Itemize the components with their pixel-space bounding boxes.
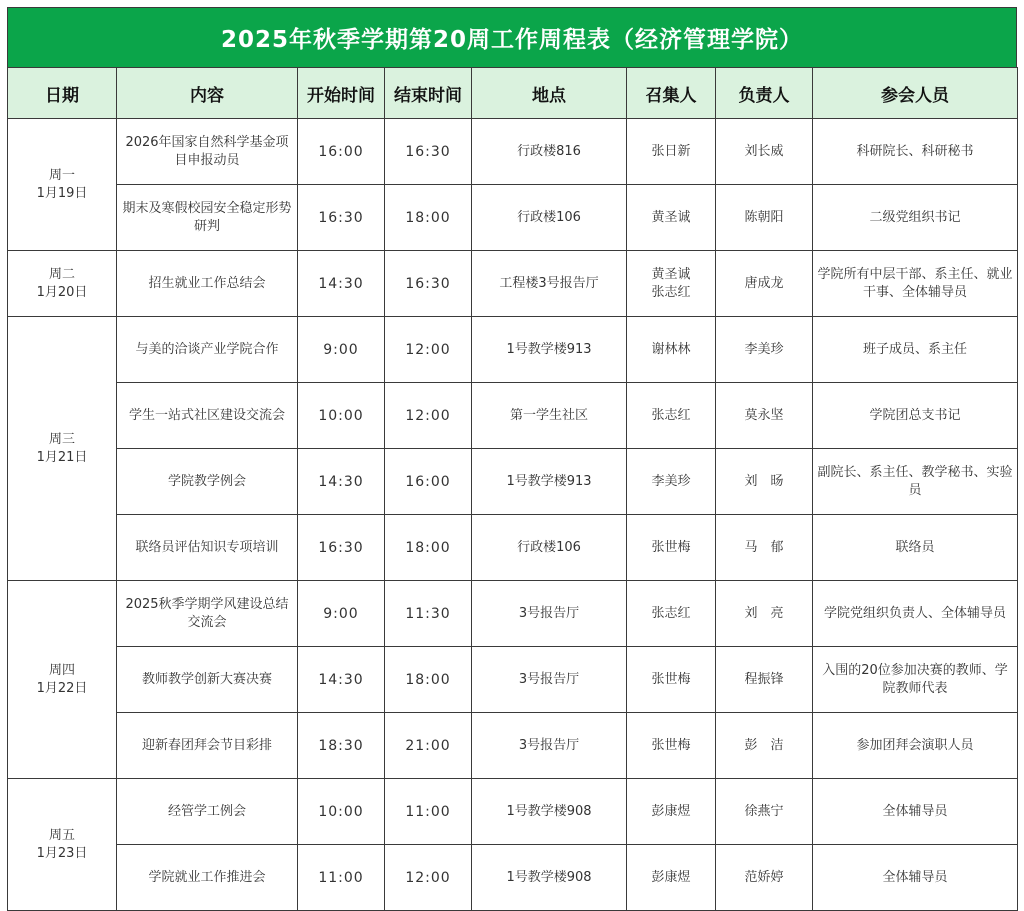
page-title: 2025年秋季学期第20周工作周程表（经济管理学院） (7, 7, 1017, 67)
attendees-cell: 全体辅导员 (813, 845, 1018, 911)
table-row (8, 581, 1018, 647)
convener-cell: 彭康煜 (627, 779, 716, 845)
table-row (8, 515, 1018, 581)
content-cell: 2025秋季学期学风建设总结交流会 (117, 581, 298, 647)
table-row (8, 647, 1018, 713)
location-cell: 3号报告厅 (472, 581, 627, 647)
location-cell: 行政楼106 (472, 185, 627, 251)
attendees-cell: 学院党组织负责人、全体辅导员 (813, 581, 1018, 647)
day-name: 周一 (48, 167, 75, 183)
start-time-cell: 16:30 (298, 515, 385, 581)
content-cell: 学院就业工作推进会 (117, 845, 298, 911)
owner-cell: 刘 亮 (716, 581, 813, 647)
location-cell: 3号报告厅 (472, 713, 627, 779)
convener-cell: 张日新 (627, 119, 716, 185)
end-time-cell: 11:30 (385, 581, 472, 647)
table-row (8, 383, 1018, 449)
day-name: 周三 (48, 431, 75, 447)
location-cell: 1号教学楼908 (472, 845, 627, 911)
end-time-cell: 12:00 (385, 317, 472, 383)
convener-cell: 彭康煜 (627, 845, 716, 911)
content-cell: 2026年国家自然科学基金项目申报动员 (117, 119, 298, 185)
table-row (8, 119, 1018, 185)
start-time-cell: 14:30 (298, 449, 385, 515)
schedule-body (8, 119, 1018, 911)
attendees-cell: 科研院长、科研秘书 (813, 119, 1018, 185)
content-cell: 招生就业工作总结会 (117, 251, 298, 317)
header-owner: 负责人 (716, 68, 813, 119)
start-time-cell: 10:00 (298, 779, 385, 845)
end-time-cell: 18:00 (385, 185, 472, 251)
convener-cell: 张志红 (627, 383, 716, 449)
owner-cell: 李美珍 (716, 317, 813, 383)
day-date: 1月20日 (36, 284, 88, 300)
header-row (8, 68, 1018, 119)
end-time-cell: 16:00 (385, 449, 472, 515)
content-cell: 教师教学创新大赛决赛 (117, 647, 298, 713)
end-time-cell: 11:00 (385, 779, 472, 845)
content-cell: 学院教学例会 (117, 449, 298, 515)
day-name: 周五 (48, 827, 75, 843)
content-cell: 期末及寒假校园安全稳定形势研判 (117, 185, 298, 251)
header-content: 内容 (117, 68, 298, 119)
table-row (8, 779, 1018, 845)
end-time-cell: 16:30 (385, 251, 472, 317)
convener-cell: 张世梅 (627, 713, 716, 779)
header-end-time: 结束时间 (385, 68, 472, 119)
convener-cell: 张志红 (627, 581, 716, 647)
day-date: 1月23日 (36, 845, 88, 861)
location-cell: 工程楼3号报告厅 (472, 251, 627, 317)
content-cell: 迎新春团拜会节目彩排 (117, 713, 298, 779)
end-time-cell: 16:30 (385, 119, 472, 185)
start-time-cell: 16:00 (298, 119, 385, 185)
start-time-cell: 18:30 (298, 713, 385, 779)
start-time-cell: 14:30 (298, 251, 385, 317)
attendees-cell: 学院所有中层干部、系主任、就业干事、全体辅导员 (813, 251, 1018, 317)
table-row (8, 713, 1018, 779)
end-time-cell: 12:00 (385, 845, 472, 911)
location-cell: 1号教学楼913 (472, 449, 627, 515)
convener-cell: 李美珍 (627, 449, 716, 515)
table-row (8, 845, 1018, 911)
start-time-cell: 9:00 (298, 317, 385, 383)
table-row (8, 317, 1018, 383)
day-name: 周二 (48, 266, 75, 282)
owner-cell: 彭 洁 (716, 713, 813, 779)
day-cell (8, 251, 117, 317)
location-cell: 行政楼816 (472, 119, 627, 185)
location-cell: 行政楼106 (472, 515, 627, 581)
start-time-cell: 11:00 (298, 845, 385, 911)
end-time-cell: 18:00 (385, 647, 472, 713)
attendees-cell: 二级党组织书记 (813, 185, 1018, 251)
location-cell: 1号教学楼908 (472, 779, 627, 845)
owner-cell: 刘 旸 (716, 449, 813, 515)
day-cell (8, 119, 117, 251)
location-cell: 3号报告厅 (472, 647, 627, 713)
day-name: 周四 (48, 662, 75, 678)
table-row (8, 185, 1018, 251)
location-cell: 1号教学楼913 (472, 317, 627, 383)
start-time-cell: 16:30 (298, 185, 385, 251)
convener-cell: 张世梅 (627, 647, 716, 713)
owner-cell: 唐成龙 (716, 251, 813, 317)
day-date: 1月21日 (36, 449, 88, 465)
header-start-time: 开始时间 (298, 68, 385, 119)
owner-cell: 范娇婷 (716, 845, 813, 911)
header-date: 日期 (8, 68, 117, 119)
start-time-cell: 9:00 (298, 581, 385, 647)
owner-cell: 莫永坚 (716, 383, 813, 449)
end-time-cell: 18:00 (385, 515, 472, 581)
header-location: 地点 (472, 68, 627, 119)
owner-cell: 徐燕宁 (716, 779, 813, 845)
attendees-cell: 参加团拜会演职人员 (813, 713, 1018, 779)
day-date: 1月22日 (36, 680, 88, 696)
content-cell: 与美的洽谈产业学院合作 (117, 317, 298, 383)
location-cell: 第一学生社区 (472, 383, 627, 449)
attendees-cell: 班子成员、系主任 (813, 317, 1018, 383)
owner-cell: 陈朝阳 (716, 185, 813, 251)
day-cell (8, 317, 117, 581)
owner-cell: 程振锋 (716, 647, 813, 713)
convener-cell: 黄圣诚 张志红 (627, 251, 716, 317)
end-time-cell: 12:00 (385, 383, 472, 449)
day-cell (8, 581, 117, 779)
header-convener: 召集人 (627, 68, 716, 119)
day-date: 1月19日 (36, 185, 88, 201)
header-attendees: 参会人员 (813, 68, 1018, 119)
schedule-table (7, 67, 1018, 911)
content-cell: 联络员评估知识专项培训 (117, 515, 298, 581)
start-time-cell: 14:30 (298, 647, 385, 713)
start-time-cell: 10:00 (298, 383, 385, 449)
attendees-cell: 副院长、系主任、教学秘书、实验员 (813, 449, 1018, 515)
table-row (8, 449, 1018, 515)
convener-cell: 黄圣诚 (627, 185, 716, 251)
owner-cell: 马 郁 (716, 515, 813, 581)
convener-cell: 谢林林 (627, 317, 716, 383)
content-cell: 学生一站式社区建设交流会 (117, 383, 298, 449)
day-cell (8, 779, 117, 911)
attendees-cell: 入围的20位参加决赛的教师、学院教师代表 (813, 647, 1018, 713)
end-time-cell: 21:00 (385, 713, 472, 779)
convener-cell: 张世梅 (627, 515, 716, 581)
table-row (8, 251, 1018, 317)
content-cell: 经管学工例会 (117, 779, 298, 845)
schedule-sheet (7, 7, 1017, 911)
owner-cell: 刘长威 (716, 119, 813, 185)
attendees-cell: 学院团总支书记 (813, 383, 1018, 449)
attendees-cell: 全体辅导员 (813, 779, 1018, 845)
attendees-cell: 联络员 (813, 515, 1018, 581)
